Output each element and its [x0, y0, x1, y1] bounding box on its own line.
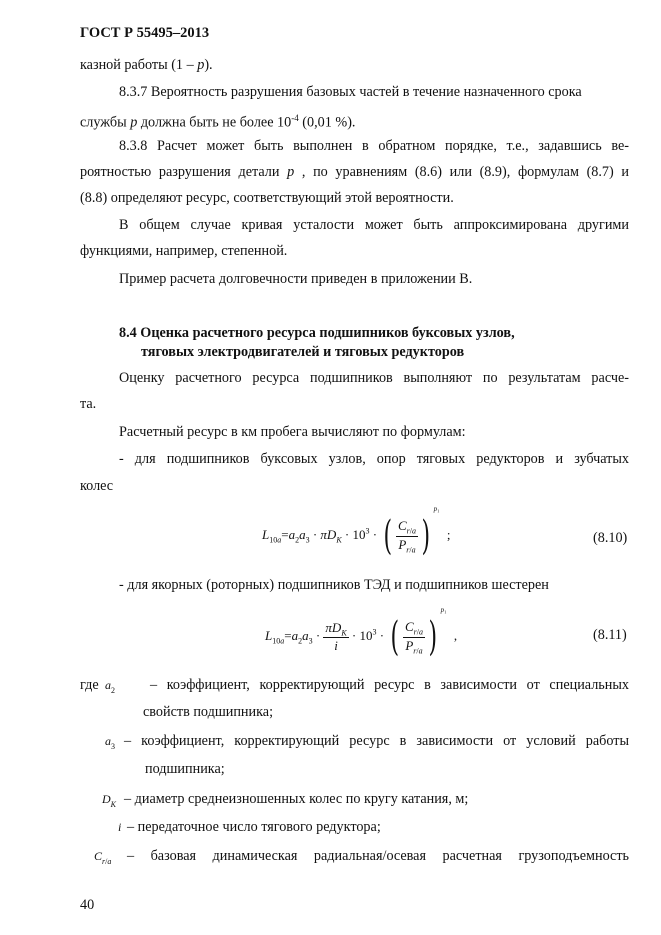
symbol-a3: $a_3$ [105, 734, 115, 751]
paragraph-8-3-8-line2: роятностью разрушения детали p , по уравнениям (8.6) или (8.9), формулам (8.7) и [80, 164, 629, 180]
paragraph-fatigue-line2: функциями, например, степенной. [80, 243, 288, 259]
paragraph-axle-bearings-line2: колес [80, 478, 114, 494]
definition-a3-line2: подшипника; [145, 761, 225, 777]
equation-8-11: $L_{10a}=a_2a_3$ · $\frac{\pi D_K}{i}$ · $10^3$ · ( $\frac{C_{r/a}}{P_{r/a}}$ )$^{p_1}$ , [265, 606, 458, 661]
definition-a3-line1: – коэффициент, корректирующий ресурс в зависимости от условий работы [124, 733, 629, 749]
paragraph-axle-bearings-line1: - для подшипников буксовых узлов, опор тяговых редукторов и зубчатых [119, 451, 629, 467]
paragraph-fatigue-line1: В общем случае кривая усталости может быть аппроксимирована другими [119, 217, 629, 233]
paragraph-8-3-7-line2: службы p должна быть не более $10^{-4}$ (0,01 %). [80, 113, 356, 131]
section-heading-line1: 8.4 Оценка расчетного ресурса подшипников буксовых узлов, [119, 325, 515, 341]
paragraph-formulas-intro: Расчетный ресурс в км пробега вычисляют по формулам: [119, 424, 466, 440]
paragraph-armature-bearings: - для якорных (роторных) подшипников ТЭД и подшипников шестерен [119, 577, 549, 593]
page-number: 40 [80, 897, 95, 913]
equation-number-8-11: (8.11) [593, 627, 627, 643]
definition-dk: – диаметр среднеизношенных колес по кругу катания, м; [124, 791, 469, 807]
equation-8-10: $L_{10a}=a_2a_3 \cdot \pi D_K \cdot 10^3$ · ( $\frac{C_{r/a}}{P_{r/a}}$ )$^{p_1}$ ; [262, 505, 451, 560]
definition-cr-a: – базовая динамическая радиальная/осевая расчетная грузоподъемность [127, 848, 629, 864]
paragraph-example: Пример расчета долговечности приведен в приложении В. [119, 271, 473, 287]
page-header: ГОСТ Р 55495–2013 [80, 25, 210, 41]
definition-a2-line2: свойств подшипника; [143, 704, 274, 720]
paragraph-8-3-7-line1: 8.3.7 Вероятность разрушения базовых частей в течение назначенного срока [119, 84, 582, 100]
equation-number-8-10: (8.10) [593, 530, 628, 546]
symbol-a2: $a_2$ [105, 678, 115, 695]
definition-a2-line1: – коэффициент, корректирующий ресурс в зависимости от специальных [150, 677, 629, 693]
paragraph-estimate-line1: Оценку расчетного ресурса подшипников выполняют по результатам расче- [119, 370, 629, 386]
paragraph-8-3-8-line3: (8.8) определяют ресурс, соответствующий этой вероятности. [80, 190, 454, 206]
symbol-i: i [118, 820, 122, 834]
paragraph-8-3-8-line1: 8.3.8 Расчет может быть выполнен в обратном порядке, т.е., задавшись ве- [119, 138, 629, 154]
where-label: где [80, 677, 99, 693]
section-heading-line2: тяговых электродвигателей и тяговых редукторов [141, 344, 465, 360]
text-line: казной работы (1 – p). [80, 57, 213, 73]
definition-i: – передаточное число тягового редуктора; [127, 819, 381, 835]
symbol-cr-a: $C_{r/a}$ [94, 849, 112, 866]
paragraph-estimate-line2: та. [80, 396, 97, 412]
symbol-dk: $D_K$ [102, 792, 117, 809]
